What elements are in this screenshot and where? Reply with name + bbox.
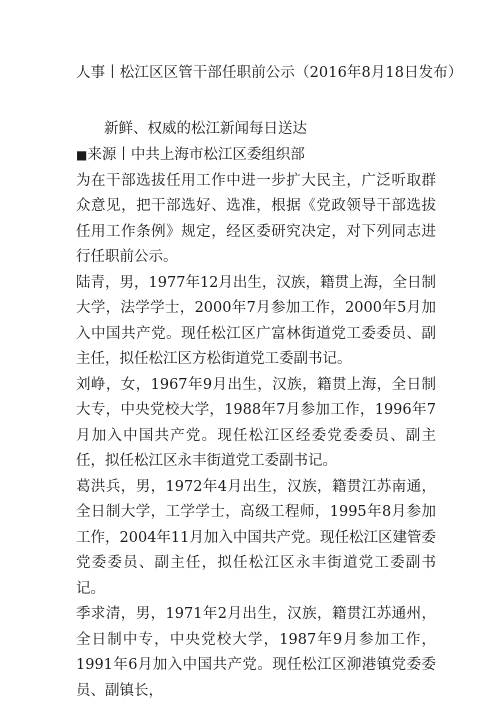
source-text: 来源丨中共上海市松江区委组织部: [87, 147, 305, 163]
appointee-paragraph: 刘峥，女，1967年9月出生，汉族，籍贯上海，全日制大专，中央党校大学，1988年7月参加工作，1996年7月加入中国共产党。现任松江区经委党委委员、副主任，拟任松江区永丰街道党工委副书记。: [76, 376, 436, 469]
source-line: [76, 143, 436, 169]
article-subtitle: 新鲜、权威的松江新闻每日送达: [104, 121, 307, 137]
article-body: [76, 143, 436, 704]
intro-paragraph: 为在干部选拔任用工作中进一步扩大民主，广泛听取群众意见，把干部选好、选准，根据《党政领导干部选拔任用工作条例》规定，经区委研究决定，对下列同志进行任职前公示。: [76, 172, 436, 265]
square-bullet-icon: ■: [76, 148, 88, 162]
appointee-paragraph: 陆青，男，1977年12月出生，汉族，籍贯上海，全日制大学，法学学士，2000年7月参加工作，2000年5月加入中国共产党。现任松江区广富林街道党工委委员、副主任，拟任松江区方松街道党工委副书记。: [76, 274, 436, 367]
article-title: 人事丨松江区区管干部任职前公示（2016年8月18日发布）: [76, 65, 463, 81]
appointee-paragraph: 葛洪兵，男，1972年4月出生，汉族，籍贯江苏南通，全日制大学，工学学士，高级工程师，1995年8月参加工作，2004年11月加入中国共产党。现任松江区建管委党委委员、副主任，拟任松江区永丰街道党工委副书记。: [76, 478, 436, 597]
appointee-paragraph: 季求清，男，1971年2月出生，汉族，籍贯江苏通州，全日制中专，中央党校大学，1987年9月参加工作，1991年6月加入中国共产党。现任松江区泖港镇党委委员、副镇长，: [76, 606, 436, 699]
